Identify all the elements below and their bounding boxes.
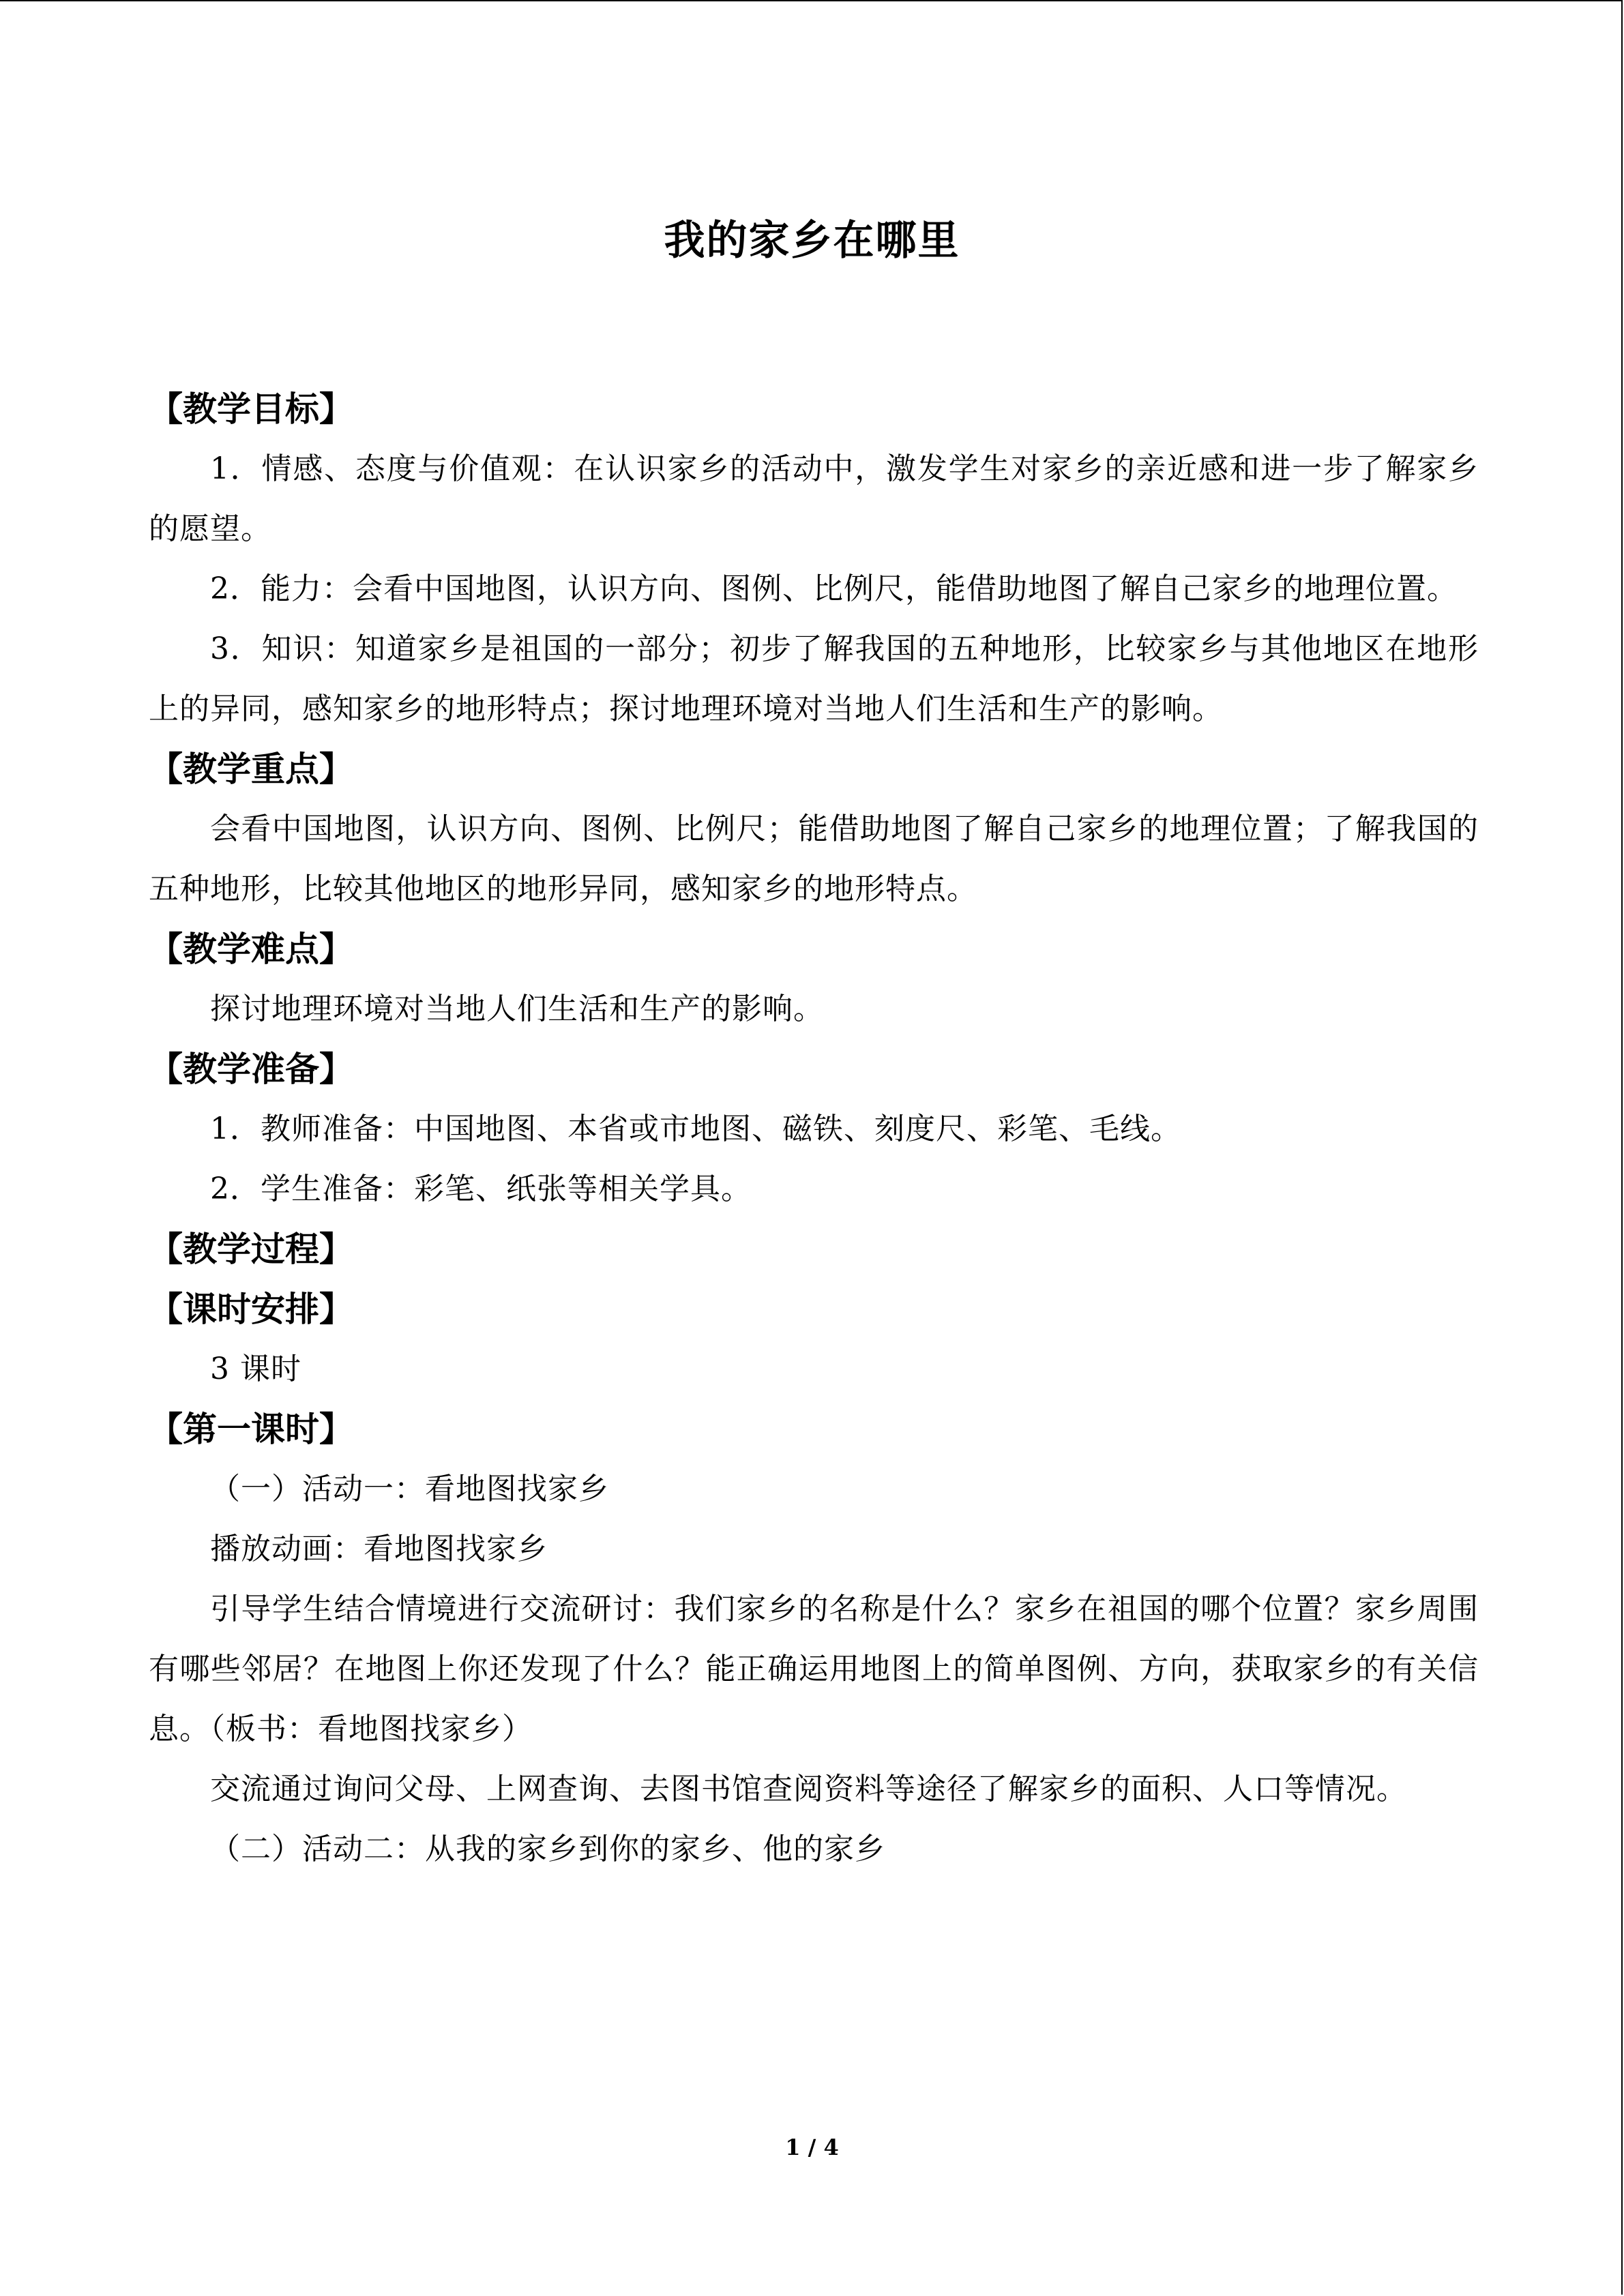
section-heading-goals: 【教学目标】 (149, 389, 353, 429)
goal-item: 1．情感、态度与价值观：在认识家乡的活动中，激发学生对家乡的亲近感和进一步了解家乡的愿望。 (149, 451, 1479, 546)
goal-item: 3．知识：知道家乡是祖国的一部分；初步了解我国的五种地形，比较家乡与其他地区在地形上的异同，感知家乡的地形特点；探讨地理环境对当地人们生活和生产的影响。 (149, 631, 1479, 726)
lesson-paragraph: （一）活动一：看地图找家乡 (210, 1472, 609, 1506)
page-number: 1 / 4 (785, 2134, 839, 2160)
difficulties-text: 探讨地理环境对当地人们生活和生产的影响。 (210, 992, 824, 1026)
key-points-text: 会看中国地图，认识方向、图例、比例尺；能借助地图了解自己家乡的地理位置；了解我国的五种地形，比较其他地区的地形异同，感知家乡的地形特点。 (149, 811, 1479, 906)
section-heading-key-points: 【教学重点】 (149, 749, 353, 789)
section-heading-process: 【教学过程】 (149, 1229, 353, 1269)
lesson-paragraph: 播放动画：看地图找家乡 (210, 1532, 548, 1566)
document-body (149, 379, 1479, 1879)
document-title: 我的家乡在哪里 (664, 217, 960, 265)
section-heading-schedule: 【课时安排】 (149, 1289, 353, 1329)
section-heading-preparation: 【教学准备】 (149, 1049, 353, 1089)
lesson-paragraph: 交流通过询问父母、上网查询、去图书馆查阅资料等途径了解家乡的面积、人口等情况。 (210, 1772, 1407, 1806)
goal-item: 2．能力：会看中国地图，认识方向、图例、比例尺，能借助地图了解自己家乡的地理位置。 (210, 571, 1458, 606)
preparation-item: 1．教师准备：中国地图、本省或市地图、磁铁、刻度尺、彩笔、毛线。 (210, 1112, 1181, 1146)
lesson-paragraph: 引导学生结合情境进行交流研讨：我们家乡的名称是什么？家乡在祖国的哪个位置？家乡周围有哪些邻居？在地图上你还发现了什么？能正确运用地图上的简单图例、方向，获取家乡的有关信息。（板书：看地图找家乡） (149, 1592, 1479, 1746)
section-heading-lesson-one: 【第一课时】 (149, 1410, 353, 1449)
schedule-text: 3 课时 (210, 1352, 301, 1386)
lesson-paragraph: （二）活动二：从我的家乡到你的家乡、他的家乡 (210, 1832, 885, 1866)
section-heading-difficulties: 【教学难点】 (149, 929, 353, 969)
preparation-item: 2．学生准备：彩笔、纸张等相关学具。 (210, 1172, 752, 1206)
